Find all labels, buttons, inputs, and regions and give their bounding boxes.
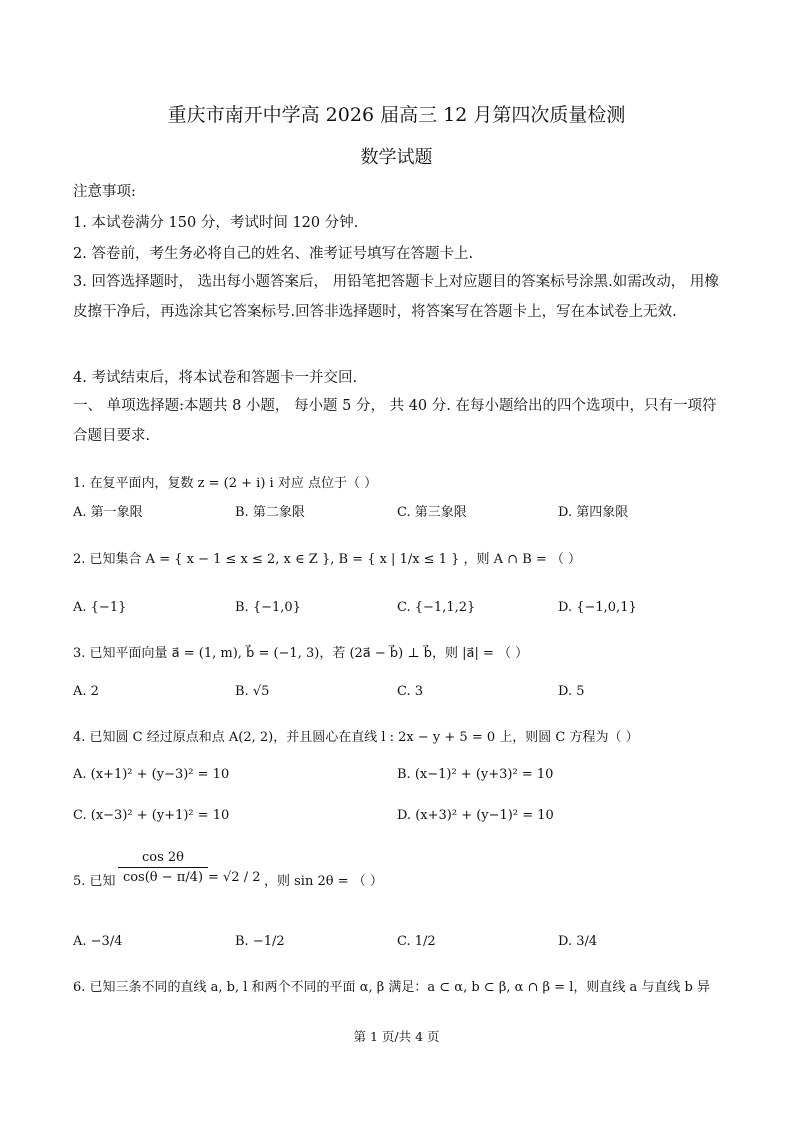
note-4: 4. 考试结束后，将本试卷和答题卡一并交回. [73,370,358,386]
question-5-rhs: = √2 / 2 [208,870,261,885]
exam-subtitle: 数学试题 [360,147,433,168]
question-1-stem: 1. 在复平面内，复数 z = (2 + i) i 对应 点位于（ ） [73,476,378,491]
question-4-stem: 4. 已知圆 C 经过原点和点 A(2, 2)，并且圆心在直线 l : 2x − y + 5 = 0 上，则圆 C 方程为（ ） [73,730,639,745]
q5-option-b: B. −1/2 [235,934,285,949]
page-footer: 第 1 页/共 4 页 [353,1029,440,1044]
notes-heading: 注意事项: [73,184,136,200]
q3-option-b: B. √5 [235,684,270,699]
q2-option-c: C. {−1,1,2} [397,600,476,615]
q3-option-a: A. 2 [73,684,99,699]
q1-option-a: A. 第一象限 [73,505,143,520]
question-6-stem: 6. 已知三条不同的直线 a, b, l 和两个不同的平面 α, β 满足：a ⊂ α, b ⊂ β, α ∩ β = l，则直线 a 与直线 b 异 [73,980,710,995]
q4-option-a: A. (x+1)² + (y−3)² = 10 [73,767,230,782]
question-3-stem: 3. 已知平面向量 a⃗ = (1, m), b⃗ = (−1, 3)，若 (2a⃗ − b⃗) ⊥ b⃗，则 |a⃗| = （ ） [73,646,529,661]
q5-option-a: A. −3/4 [73,934,123,949]
q2-option-b: B. {−1,0} [235,600,301,615]
q3-option-c: C. 3 [397,684,424,699]
q4-option-b: B. (x−1)² + (y+3)² = 10 [397,767,554,782]
section-heading: 一、 单项选择题:本题共 8 小题， 每小题 5 分， 共 40 分. 在每小题给出的四个选项中，只有一项符合题目要求. [73,398,717,444]
q5-option-d: D. 3/4 [558,934,598,949]
q5-numerator: cos 2θ [118,850,208,868]
q2-option-d: D. {−1,0,1} [558,600,637,615]
exam-title: 重庆市南开中学高 2026 届高三 12 月第四次质量检测 [167,104,626,126]
q1-option-b: B. 第二象限 [235,505,305,520]
q3-option-d: D. 5 [558,684,585,699]
q2-option-a: A. {−1} [73,600,127,615]
q1-option-d: D. 第四象限 [558,505,629,520]
question-5-suffix: ，则 sin 2θ = （ ） [264,874,383,889]
question-5-prefix: 5. 已知 [73,874,116,889]
question-2-stem: 2. 已知集合 A = { x − 1 ≤ x ≤ 2, x ∈ Z }, B = { x | 1/x ≤ 1 } ，则 A ∩ B = （ ） [73,552,582,567]
q1-option-c: C. 第三象限 [397,505,467,520]
q4-option-d: D. (x+3)² + (y−1)² = 10 [397,808,554,823]
q5-denominator: cos(θ − π/4) [122,870,204,885]
question-5-fraction [118,850,208,885]
note-1: 1. 本试卷满分 150 分，考试时间 120 分钟. [73,215,359,231]
note-3: 3. 回答选择题时， 选出每小题答案后， 用铅笔把答题卡上对应题目的答案标号涂黑.如需改动， 用橡皮擦干净后，再选涂其它答案标号.回答非选择题时，将答案写在答题卡上，写在本试卷上无效. [73,274,719,320]
q5-option-c: C. 1/2 [397,934,436,949]
note-2: 2. 答卷前，考生务必将自己的姓名、准考证号填写在答题卡上. [73,246,474,262]
q4-option-c: C. (x−3)² + (y+1)² = 10 [73,808,230,823]
